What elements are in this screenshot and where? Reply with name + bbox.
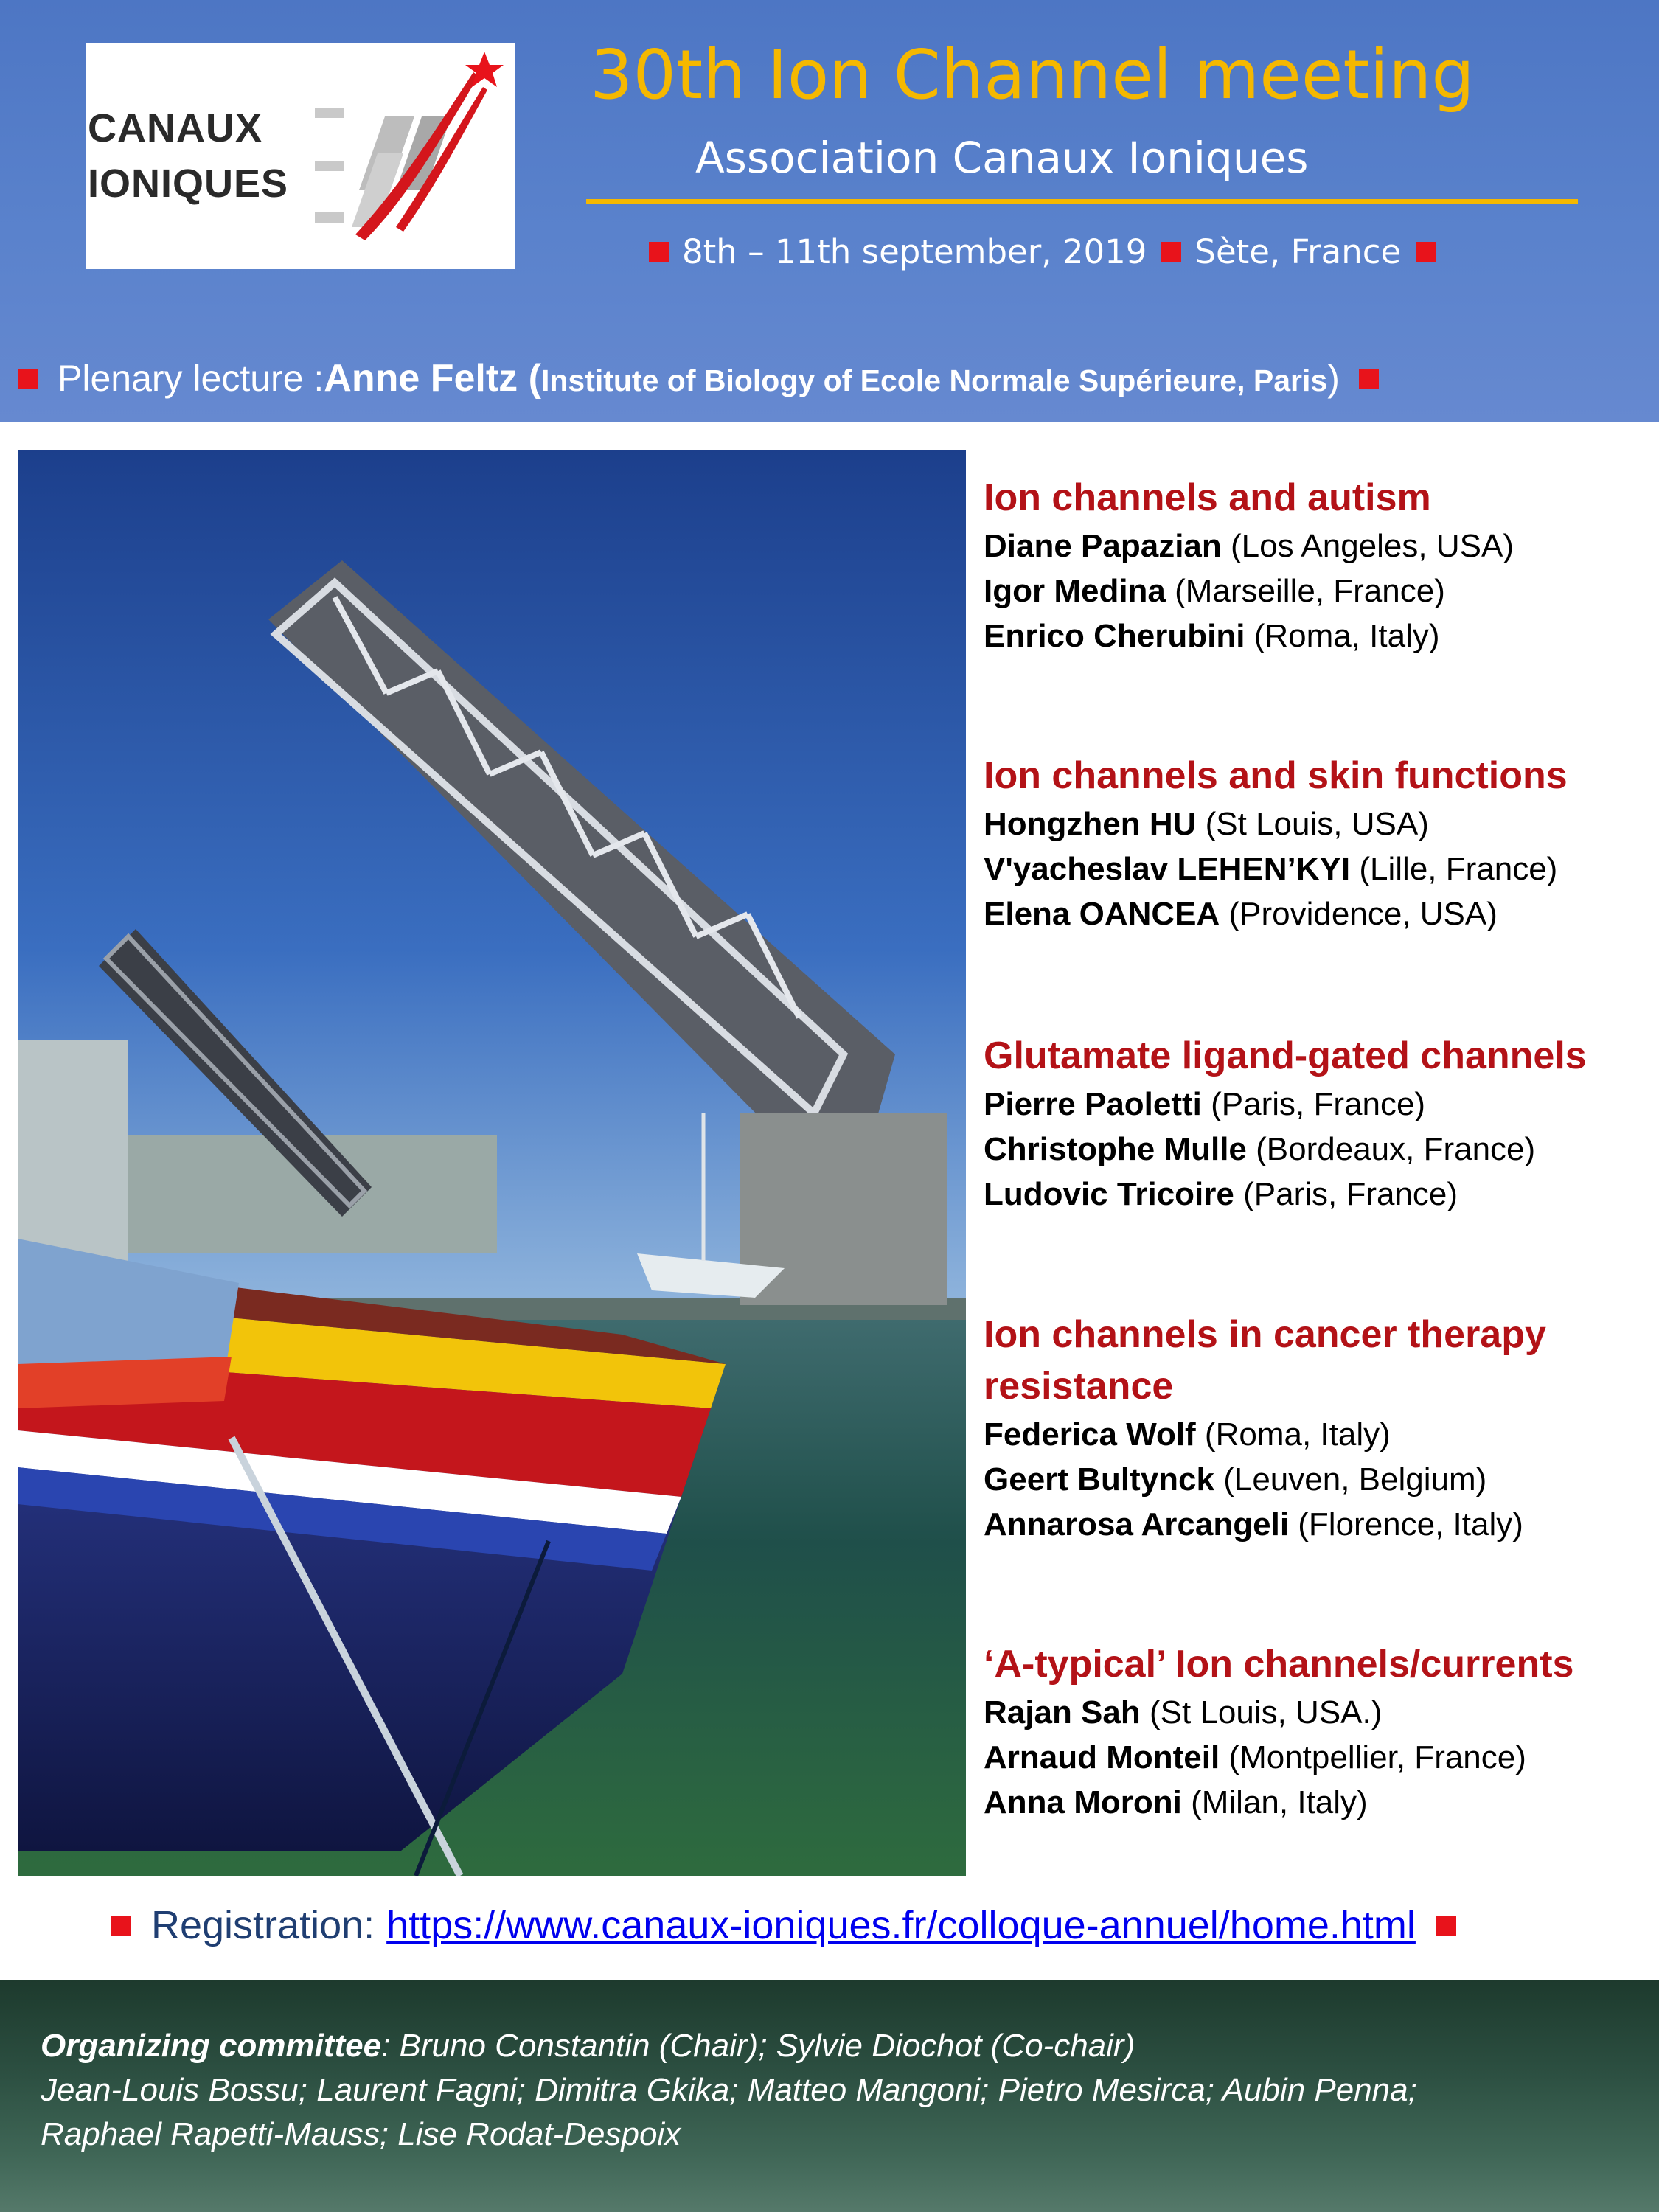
speaker-place: (Los Angeles, USA) xyxy=(1221,528,1514,564)
speaker-line xyxy=(984,1735,1659,1780)
speaker-name: Diane Papazian xyxy=(984,528,1222,564)
speaker-name: Federica Wolf xyxy=(984,1416,1196,1453)
speaker-line xyxy=(984,891,1659,936)
committee-chairs: : Bruno Constantin (Chair); Sylvie Diochot (Co-chair) xyxy=(381,2028,1135,2064)
red-square-bullet-icon xyxy=(1416,242,1436,262)
red-square-bullet-icon xyxy=(1359,369,1379,389)
speaker-line xyxy=(984,1780,1659,1825)
footer-banner xyxy=(0,1980,1659,2212)
speaker-name: Elena OANCEA xyxy=(984,896,1220,932)
red-square-bullet-icon xyxy=(649,242,669,262)
title-divider xyxy=(586,199,1578,204)
session-title: ‘A-typical’ Ion channels/currents xyxy=(984,1643,1574,1686)
registration-link[interactable]: https://www.canaux-ioniques.fr/colloque-annuel/home.html xyxy=(386,1903,1416,1947)
red-square-bullet-icon xyxy=(1436,1916,1456,1935)
speaker-line xyxy=(984,1502,1659,1547)
header-banner xyxy=(0,0,1659,422)
speaker-name: Ludovic Tricoire xyxy=(984,1176,1234,1212)
speaker-line xyxy=(984,1412,1659,1457)
red-square-bullet-icon xyxy=(18,369,38,389)
canaux-ioniques-logo xyxy=(86,43,515,269)
speaker-place: (Milan, Italy) xyxy=(1181,1784,1368,1820)
plenary-lecture xyxy=(18,356,1379,400)
speaker-line xyxy=(984,801,1659,846)
speaker-line xyxy=(984,1127,1659,1172)
registration-row xyxy=(111,1902,1456,1948)
speaker-name: Arnaud Monteil xyxy=(984,1739,1220,1775)
session-title: Ion channels in cancer therapy resistance xyxy=(984,1313,1546,1408)
meeting-dates: 8th – 11th september, 2019 xyxy=(682,232,1147,271)
speaker-place: (Providence, USA) xyxy=(1220,896,1498,932)
registration-label: Registration: xyxy=(151,1903,375,1947)
session-title: Ion channels and skin functions xyxy=(984,754,1568,797)
speaker-place: (Bordeaux, France) xyxy=(1246,1131,1536,1167)
speaker-line xyxy=(984,613,1659,658)
speaker-line xyxy=(984,568,1659,613)
session-block xyxy=(984,750,1659,936)
speaker-name: Annarosa Arcangeli xyxy=(984,1506,1290,1543)
speaker-place: (Florence, Italy) xyxy=(1289,1506,1523,1543)
speaker-line xyxy=(984,524,1659,568)
speaker-line xyxy=(984,1172,1659,1217)
bridge-and-boat-photo xyxy=(18,450,966,1876)
speaker-name: Rajan Sah xyxy=(984,1694,1141,1731)
speaker-name: Geert Bultynck xyxy=(984,1461,1214,1498)
speaker-name: Hongzhen HU xyxy=(984,806,1197,842)
speaker-place: (Montpellier, France) xyxy=(1220,1739,1526,1775)
speaker-name: Christophe Mulle xyxy=(984,1131,1247,1167)
session-block xyxy=(984,472,1659,658)
committee-line-1 xyxy=(41,2024,1626,2068)
committee-line-2: Jean-Louis Bossu; Laurent Fagni; Dimitra Gkika; Matteo Mangoni; Pietro Mesirca; Aubin Penna; xyxy=(41,2072,1417,2108)
session-block xyxy=(984,1309,1659,1547)
speaker-name: Anna Moroni xyxy=(984,1784,1182,1820)
speaker-place: (Leuven, Belgium) xyxy=(1214,1461,1487,1498)
plenary-label: Plenary lecture : xyxy=(58,358,324,399)
plenary-speaker: Anne Feltz ( xyxy=(324,357,541,400)
association-name: Association Canaux Ioniques xyxy=(695,133,1309,183)
session-block xyxy=(984,1638,1659,1825)
meeting-location: Sète, France xyxy=(1194,232,1402,271)
speaker-place: (Roma, Italy) xyxy=(1195,1416,1391,1453)
plenary-institution: Institute of Biology of Ecole Normale Supérieure, Paris xyxy=(540,364,1328,397)
speaker-place: (Marseille, France) xyxy=(1165,573,1445,609)
organizing-committee xyxy=(41,2024,1626,2157)
speaker-name: V'yacheslav LEHEN’KYI xyxy=(984,851,1351,887)
speaker-line xyxy=(984,1690,1659,1735)
speaker-place: (St Louis, USA.) xyxy=(1140,1694,1382,1731)
speaker-name: Igor Medina xyxy=(984,573,1166,609)
plenary-close-paren: ) xyxy=(1327,358,1340,399)
date-location-row xyxy=(649,232,1449,271)
red-square-bullet-icon xyxy=(1161,242,1181,262)
logo-emblem-icon xyxy=(315,43,515,269)
speaker-name: Enrico Cherubini xyxy=(984,618,1245,654)
page-title: 30th Ion Channel meeting xyxy=(590,35,1475,114)
red-square-bullet-icon xyxy=(111,1916,131,1935)
speaker-place: (Paris, France) xyxy=(1201,1086,1426,1122)
speaker-place: (Lille, France) xyxy=(1350,851,1558,887)
speaker-line xyxy=(984,1457,1659,1502)
committee-label: Organizing committee xyxy=(41,2028,382,2064)
speaker-place: (Roma, Italy) xyxy=(1245,618,1440,654)
logo-line-2: IONIQUES xyxy=(88,161,289,206)
session-title: Glutamate ligand-gated channels xyxy=(984,1034,1587,1077)
speaker-line xyxy=(984,846,1659,891)
speaker-place: (Paris, France) xyxy=(1234,1176,1458,1212)
session-block xyxy=(984,1030,1659,1217)
speaker-line xyxy=(984,1082,1659,1127)
committee-line-3: Raphael Rapetti-Mauss; Lise Rodat-Despoix xyxy=(41,2116,681,2152)
speaker-name: Pierre Paoletti xyxy=(984,1086,1202,1122)
speaker-place: (St Louis, USA) xyxy=(1196,806,1429,842)
session-title: Ion channels and autism xyxy=(984,476,1431,519)
logo-line-1: CANAUX xyxy=(88,106,263,150)
